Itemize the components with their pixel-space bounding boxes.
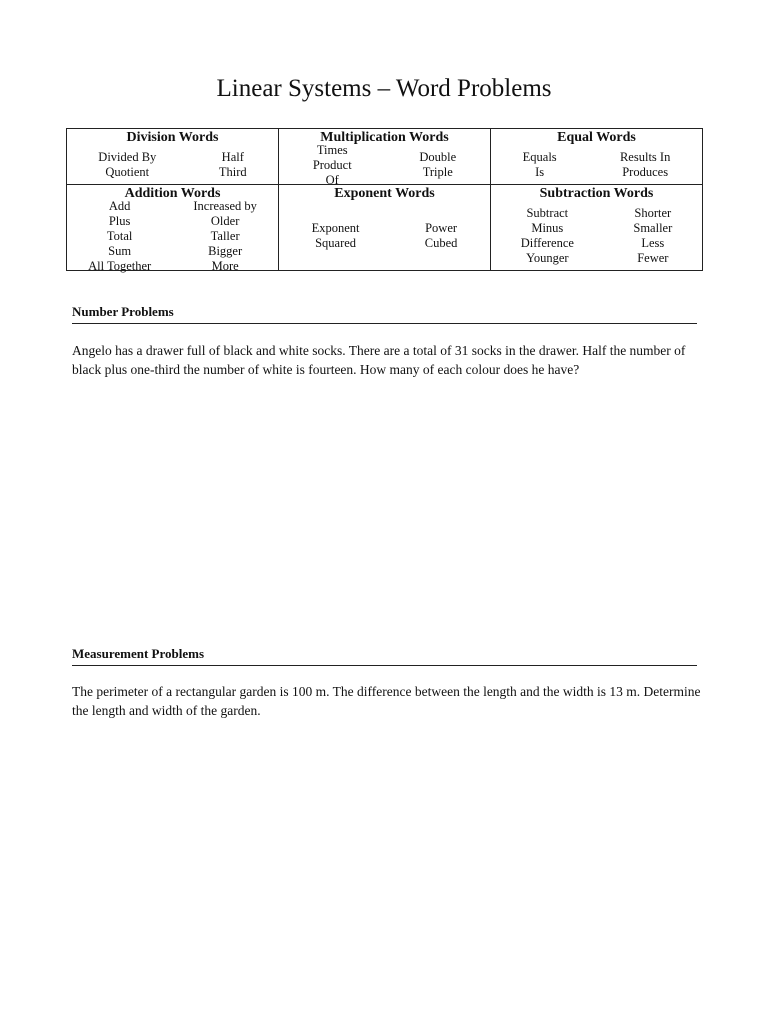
keyword: Of [325, 172, 339, 187]
keyword: Fewer [637, 251, 669, 265]
keyword: Double [419, 150, 457, 164]
equal-words-cell [491, 129, 703, 185]
keyword: Produces [622, 165, 669, 179]
number-problems-heading: Number Problems [72, 304, 697, 324]
keyword-table-row [67, 185, 703, 271]
equal-words-heading: Equal Words [557, 130, 636, 145]
multiplication-words-cell [279, 129, 491, 185]
measurement-problem-text: The perimeter of a rectangular garden is 100 m. The difference between the length and the width is 13 m. Determine the length and width of the garden. [72, 684, 701, 718]
keyword: Add [108, 198, 131, 213]
keyword: Total [106, 228, 133, 243]
addition-words-cell [67, 185, 279, 271]
keyword: Subtract [526, 206, 569, 220]
multiplication-words-heading: Multiplication Words [320, 130, 449, 145]
keyword: Younger [526, 251, 569, 265]
exponent-words-heading: Exponent Words [334, 186, 435, 201]
keyword: Half [221, 150, 244, 164]
keyword: Equals [522, 150, 557, 164]
number-problem-text: Angelo has a drawer full of black and white socks. There are a total of 31 socks in the drawer. Half the number of black plus one-third the number of white is fourteen. How many of each colour does he have? [72, 343, 686, 377]
keyword: Divided By [98, 150, 157, 164]
keyword: Exponent [311, 221, 360, 235]
keyword: Is [535, 165, 545, 179]
exponent-words-cell [279, 185, 491, 271]
division-words-heading: Division Words [126, 130, 219, 145]
subtraction-words-heading: Subtraction Words [539, 186, 654, 201]
keyword: Older [210, 213, 240, 228]
keyword: Smaller [633, 221, 673, 235]
measurement-problems-heading: Measurement Problems [72, 646, 697, 666]
keyword-table [66, 128, 703, 271]
keyword: Shorter [634, 206, 672, 220]
keyword: Third [218, 165, 247, 179]
keyword: Plus [108, 213, 131, 228]
keyword: Times [316, 142, 348, 157]
division-words-cell [67, 129, 279, 185]
keyword: All Together [88, 258, 152, 273]
keyword: Taller [210, 228, 240, 243]
keyword: Triple [422, 165, 453, 179]
keyword-table-row [67, 129, 703, 185]
subtraction-words-cell [491, 185, 703, 271]
keyword: Sum [108, 243, 132, 258]
keyword: Cubed [424, 236, 458, 250]
keyword: Results In [619, 150, 671, 164]
keyword: Increased by [193, 198, 257, 213]
addition-words-heading: Addition Words [124, 186, 221, 201]
keyword: Quotient [105, 165, 150, 179]
keyword: More [211, 258, 239, 273]
keyword: Squared [315, 236, 357, 250]
keyword: Product [312, 157, 352, 172]
keyword: Minus [531, 221, 564, 235]
keyword: Less [641, 236, 665, 250]
keyword: Power [425, 221, 458, 235]
keyword: Bigger [208, 243, 243, 258]
keyword: Difference [520, 236, 574, 250]
page-title: Linear Systems – Word Problems [216, 75, 552, 102]
